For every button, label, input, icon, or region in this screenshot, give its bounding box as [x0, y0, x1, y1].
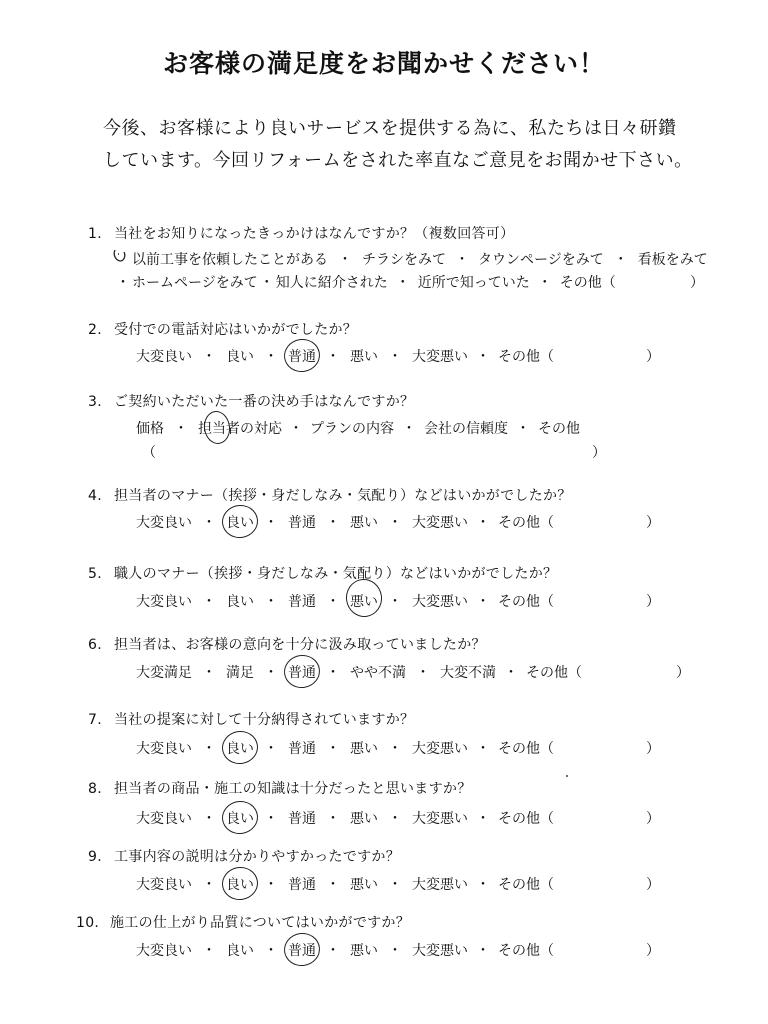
- option-satisfied[interactable]: 満足: [226, 665, 254, 681]
- option-plan-content[interactable]: プランの内容: [310, 421, 394, 437]
- option-very-good[interactable]: 大変良い: [136, 877, 192, 893]
- option-bad[interactable]: 悪い: [350, 943, 378, 959]
- question-7-options: 大変良い ・ 良い ・ 普通 ・ 悪い ・ 大変悪い ・ その他（: [136, 738, 554, 758]
- option-very-bad[interactable]: 大変悪い: [412, 943, 468, 959]
- option-flyer[interactable]: チラシをみて: [362, 252, 446, 268]
- question-6-text: 6. 担当者は、お客様の意向を十分に汲み取っていましたか？: [88, 637, 486, 653]
- option-other[interactable]: その他（: [559, 275, 616, 291]
- question-2-options: 大変良い ・ 良い ・ 普通 ・ 悪い ・ 大変悪い ・ その他（: [136, 346, 554, 366]
- option-company-trust[interactable]: 会社の信頼度: [424, 421, 508, 437]
- question-label: 当社をお知りになったきっかけはなんですか？（複数回答可）: [114, 226, 515, 242]
- other-close-paren: ）: [690, 275, 704, 291]
- option-average[interactable]: 普通: [288, 877, 316, 893]
- option-very-good[interactable]: 大変良い: [136, 594, 192, 610]
- question-3-options: 価格 ・ 担当者の対応 ・ プランの内容 ・ 会社の信頼度 ・ その他: [136, 418, 580, 438]
- question-1-text: [88, 223, 514, 243]
- option-very-good[interactable]: 大変良い: [136, 741, 192, 757]
- question-5-text: 5. 職人のマナー（挨拶・身だしなみ・気配り）などはいかがでしたか？: [88, 566, 558, 582]
- option-average[interactable]: 普通: [288, 811, 316, 827]
- option-other[interactable]: その他（: [498, 349, 554, 365]
- option-previous-work[interactable]: 以前工事を依頼したことがある: [132, 249, 328, 269]
- option-very-good[interactable]: 大変良い: [136, 943, 192, 959]
- option-good-selected[interactable]: 良い: [226, 808, 254, 828]
- option-other[interactable]: その他（: [498, 811, 554, 827]
- option-average[interactable]: 普通: [288, 594, 316, 610]
- question-9-text: 9. 工事内容の説明は分かりやすかったですか？: [88, 849, 400, 865]
- question-4-options: 大変良い ・ 良い ・ 普通 ・ 悪い ・ 大変悪い ・ その他（: [136, 512, 554, 532]
- option-bad[interactable]: 悪い: [350, 349, 378, 365]
- page-title: お客様の満足度をお聞かせください！: [162, 49, 605, 78]
- other-open-paren: （: [142, 445, 156, 461]
- question-7-text: 7. 当社の提案に対して十分納得されていますか？: [88, 712, 415, 728]
- question-2-text: 2. 受付での電話対応はいかがでしたか？: [88, 322, 358, 338]
- question-1-options-row-1: 以前工事を依頼したことがある ・ チラシをみて ・ タウンページをみて ・ 看板をみて: [132, 249, 708, 269]
- option-other[interactable]: その他（: [498, 594, 554, 610]
- option-good[interactable]: 良い: [226, 943, 254, 959]
- option-good-selected[interactable]: 良い: [226, 874, 254, 894]
- question-9-options: 大変良い ・ 良い ・ 普通 ・ 悪い ・ 大変悪い ・ その他（: [136, 874, 554, 894]
- option-other[interactable]: その他（: [526, 665, 582, 681]
- option-very-good[interactable]: 大変良い: [136, 349, 192, 365]
- option-very-bad[interactable]: 大変悪い: [412, 877, 468, 893]
- option-very-bad[interactable]: 大変悪い: [412, 594, 468, 610]
- option-other[interactable]: その他（: [498, 515, 554, 531]
- option-very-bad[interactable]: 大変悪い: [412, 811, 468, 827]
- option-good-selected[interactable]: 良い: [226, 512, 254, 532]
- question-10-options: 大変良い ・ 良い ・ 普通 ・ 悪い ・ 大変悪い ・ その他（: [136, 940, 554, 960]
- option-other[interactable]: その他: [538, 421, 580, 437]
- intro-line-1: 今後、お客様により良いサービスを提供する為に、私たちは日々研鑽: [103, 118, 677, 139]
- option-good[interactable]: 良い: [226, 349, 254, 365]
- option-bad[interactable]: 悪い: [350, 877, 378, 893]
- option-staff-response-selected[interactable]: 担当者の対応: [198, 418, 282, 438]
- scan-speck: [566, 775, 568, 777]
- option-very-bad[interactable]: 大変悪い: [412, 741, 468, 757]
- option-other[interactable]: その他（: [498, 943, 554, 959]
- option-bad[interactable]: 悪い: [350, 741, 378, 757]
- option-bad[interactable]: 悪い: [350, 811, 378, 827]
- option-somewhat-dissatisfied[interactable]: やや不満: [350, 665, 406, 681]
- intro-line-2: しています。今回リフォームをされた率直なご意見をお聞かせ下さい。: [103, 150, 693, 171]
- option-bad-selected[interactable]: 悪い: [350, 591, 378, 611]
- question-10-text: 10. 施工の仕上がり品質についてはいかがですか？: [76, 915, 411, 931]
- option-very-satisfied[interactable]: 大変満足: [136, 665, 192, 681]
- option-very-good[interactable]: 大変良い: [136, 515, 192, 531]
- option-neighborhood[interactable]: 近所で知っていた: [417, 275, 530, 291]
- other-close-paren: ）: [592, 445, 606, 461]
- option-referral[interactable]: 知人に紹介された: [275, 275, 388, 291]
- option-average[interactable]: 普通: [288, 515, 316, 531]
- question-3-text: 3. ご契約いただいた一番の決め手はなんですか？: [88, 394, 415, 410]
- option-homepage[interactable]: ホームページをみて: [132, 275, 258, 291]
- option-average-selected[interactable]: 普通: [288, 940, 316, 960]
- question-6-options: 大変満足 ・ 満足 ・ 普通 ・ やや不満 ・ 大変不満 ・ その他（: [136, 662, 582, 682]
- question-8-text: 8. 担当者の商品・施工の知識は十分だったと思いますか？: [88, 781, 472, 797]
- option-price[interactable]: 価格: [136, 421, 164, 437]
- option-average[interactable]: 普通: [288, 741, 316, 757]
- option-bad[interactable]: 悪い: [350, 515, 378, 531]
- option-signboard[interactable]: 看板をみて: [637, 252, 708, 268]
- question-number: 1.: [88, 226, 102, 242]
- option-very-dissatisfied[interactable]: 大変不満: [440, 665, 496, 681]
- option-very-bad[interactable]: 大変悪い: [412, 349, 468, 365]
- option-very-bad[interactable]: 大変悪い: [412, 515, 468, 531]
- question-8-options: 大変良い ・ 良い ・ 普通 ・ 悪い ・ 大変悪い ・ その他（: [136, 808, 554, 828]
- option-average-selected[interactable]: 普通: [288, 662, 316, 682]
- option-very-good[interactable]: 大変良い: [136, 811, 192, 827]
- question-5-options: 大変良い ・ 良い ・ 普通 ・ 悪い ・ 大変悪い ・ その他（: [136, 591, 554, 611]
- question-4-text: 4. 担当者のマナー（挨拶・身だしなみ・気配り）などはいかがでしたか？: [88, 488, 572, 504]
- question-1-options-row-2: ・ ホームページをみて ・ 知人に紹介された ・ 近所で知っていた ・ その他（: [114, 272, 616, 292]
- handwritten-check-icon: [112, 246, 128, 264]
- option-other[interactable]: その他（: [498, 741, 554, 757]
- option-other[interactable]: その他（: [498, 877, 554, 893]
- option-average-selected[interactable]: 普通: [288, 346, 316, 366]
- option-good[interactable]: 良い: [226, 594, 254, 610]
- option-town-page[interactable]: タウンページをみて: [478, 252, 604, 268]
- option-good-selected[interactable]: 良い: [226, 738, 254, 758]
- survey-page: お客様の満足度をお聞かせください！ 今後、お客様により良いサービスを提供する為に、私たちは日々研鑽 しています。今回リフォームをされた率直なご意見をお聞かせ下さい。 1. 当社をお知りになったきっかけはなんですか？（複数回答可） 以前工事を依頼したことがある ・ チラシをみて ・ タウンページをみて ・ 看板をみて ・ ホームページをみて ・ 知人に紹介された ・ 近所で知っていた ・ その他（ ） 2. 受付での電話対応はいかがでしたか？ 大変良い ・ 良い ・ 普通 ・ 悪い ・ 大変悪い ・ その他（ ） 3. ご契約いただいた一番の決め手はなんですか？ 価格 ・ 担当者の対応 ・ プランの内容 ・ 会社の信頼度 ・ その他 （ ） 4. 担当者のマナー（挨拶・身だしなみ・気配り）などはいかがでしたか？ 大変良い ・ 良い ・ 普通 ・ 悪い ・ 大変悪い ・ その他（ ） 5. 職人のマナー（挨拶・身だしなみ・気配り）などはいかがでしたか？ 大変良い ・ 良い ・ 普通 ・ 悪い ・ 大変悪い ・ その他（ ） 6. 担当者は、お客様の意向を十分に汲み取っていましたか？ 大変満足 ・ 満足 ・ 普通 ・ やや不満 ・ 大変不満 ・ その他（ ） 7. 当社の提案に対して十分納得されていますか？ 大変良い ・ 良い ・ 普通 ・ 悪い ・ 大変悪い ・ その他（ ） 8. 担当者の商品・施工の知識は十分だったと思いますか？ 大変良い ・ 良い ・ 普通 ・ 悪い ・ 大変悪い ・ その他（ ） 9. 工事内容の説明は分かりやすかったですか？ 大変良い ・ 良い ・ 普通 ・ 悪い ・ 大変悪い ・ その他（ ） 10. 施工の仕上がり品質についてはいかがですか？ 大変良い ・ 良い ・ 普通 ・ 悪い ・ 大変悪い ・ その他（ ）: [0, 0, 768, 1024]
